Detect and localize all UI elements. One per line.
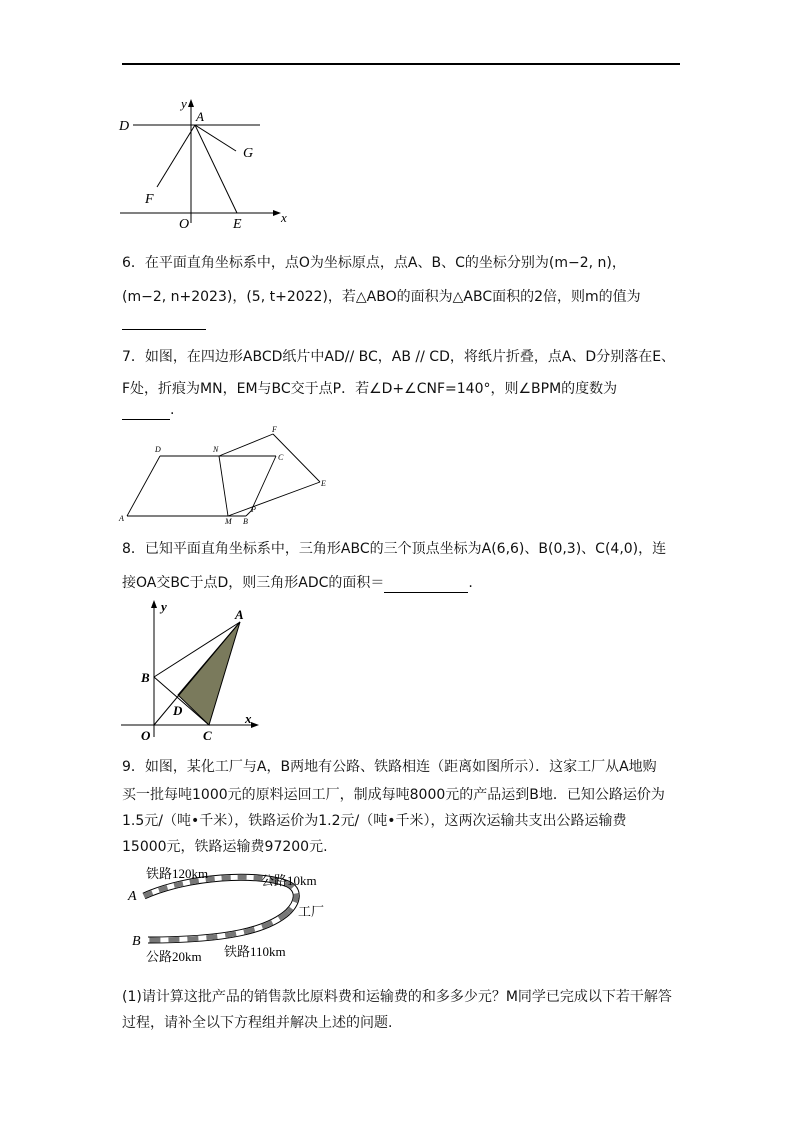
- label-B: B: [132, 934, 141, 949]
- q9-sub1-line1: (1)请计算这批产品的销售款比原料费和运输费的和多多少元？M同学已完成以下若干解答: [122, 989, 672, 1005]
- label-N: N: [213, 445, 219, 454]
- q8-line2-a: 接OA交BC于点D，则三角形ADC的面积＝: [122, 575, 385, 591]
- label-O: O: [141, 728, 151, 743]
- figure-triangle-abc: [115, 597, 265, 745]
- label-D: D: [155, 445, 161, 454]
- shaded-region-adc: [178, 622, 240, 725]
- q8-answer-blank: [384, 578, 468, 593]
- label-E: E: [233, 217, 242, 230]
- label-D: D: [119, 119, 130, 134]
- label-y: y: [161, 599, 167, 614]
- label-C: C: [278, 453, 284, 462]
- label-A: A: [119, 514, 124, 523]
- label-O: O: [179, 217, 190, 230]
- q7-line1: 7．如图，在四边形ABCD纸片中AD// BC，AB // CD，将纸片折叠，点A、D分别落在E、: [122, 349, 676, 365]
- q6-line1: 6．在平面直角坐标系中，点O为坐标原点，点A、B、C的坐标分别为(m−2, n)，: [122, 255, 626, 271]
- q6-answer-blank: [122, 329, 206, 330]
- q8-line2: [122, 573, 473, 593]
- q6-line2: (m−2, n+2023)，(5, t+2022)，若△ABO的面积为△ABC面积的2倍，则m的值为: [122, 289, 641, 305]
- q7-line3-tail: .: [170, 402, 175, 418]
- label-P: P: [251, 505, 256, 514]
- label-D: D: [173, 703, 183, 718]
- label-x: x: [281, 210, 287, 225]
- label-factory: 工厂: [298, 904, 325, 919]
- q8-line1: 8．已知平面直角坐标系中，三角形ABC的三个顶点坐标为A(6,6)、B(0,3)、C(4,0)，连: [122, 541, 667, 557]
- figure-axes-lines: [115, 95, 295, 230]
- label-road-bottom: 公路20km: [146, 949, 202, 964]
- label-A: A: [128, 889, 137, 904]
- figure-route-map: [118, 860, 338, 965]
- label-F: F: [145, 192, 154, 207]
- label-B: B: [243, 517, 248, 526]
- q7-line2: F处，折痕为MN，EM与BC交于点P．若∠D+∠CNF=140°，则∠BPM的度数为: [122, 381, 618, 397]
- label-M: M: [225, 517, 232, 526]
- label-A: A: [235, 607, 244, 622]
- q7-answer-blank: [122, 405, 170, 420]
- header-rule: [122, 63, 680, 65]
- q8-line2-b: .: [468, 575, 473, 591]
- label-F: F: [272, 425, 277, 434]
- label-y: y: [181, 96, 187, 111]
- label-x: x: [245, 711, 252, 726]
- q9-line1: 9．如图，某化工厂与A，B两地有公路、铁路相连（距离如图所示）．这家工厂从A地购: [122, 759, 657, 775]
- q9-sub1-line2: 过程，请补全以下方程组并解决上述的问题.: [122, 1015, 393, 1031]
- q9-line2: 买一批每吨1000元的原料运回工厂，制成每吨8000元的产品运到B地．已知公路运价为: [122, 787, 665, 803]
- label-A: A: [196, 109, 204, 124]
- label-G: G: [243, 146, 254, 161]
- q9-line3: 1.5元/（吨•千米），铁路运价为1.2元/（吨•千米），这两次运输共支出公路运输费: [122, 813, 627, 829]
- label-rail-top: 铁路120km: [146, 866, 209, 881]
- q7-line3: [122, 400, 174, 420]
- label-E: E: [321, 479, 326, 488]
- label-road-top: 公路10km: [261, 873, 317, 888]
- label-C: C: [203, 728, 212, 743]
- q9-line4: 15000元，铁路运输费97200元.: [122, 839, 328, 855]
- label-rail-bottom: 铁路110km: [224, 944, 286, 959]
- figure-quadrilateral-fold: [115, 422, 340, 527]
- label-B: B: [141, 670, 150, 685]
